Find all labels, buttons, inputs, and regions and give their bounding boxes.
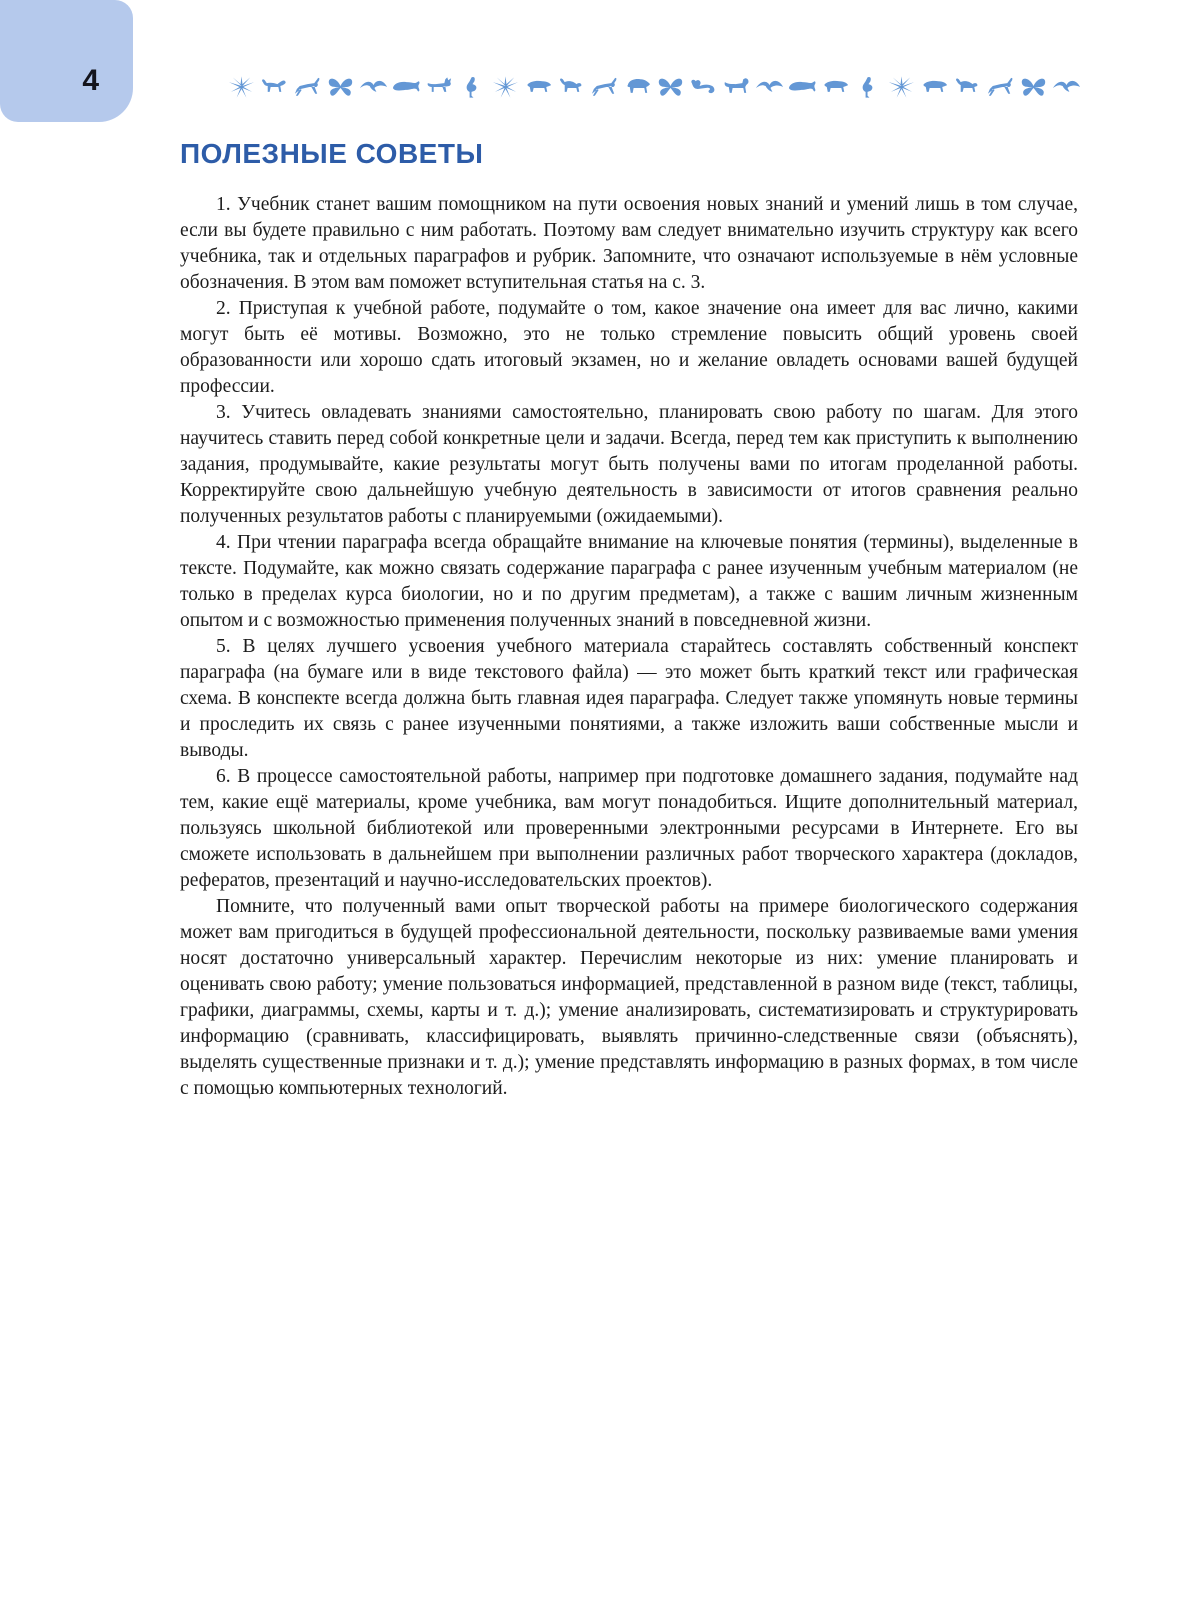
boar-icon: [820, 75, 851, 99]
page-title: ПОЛЕЗНЫЕ СОВЕТЫ: [180, 138, 484, 169]
paragraph: 6. В процессе самостоятельной работы, например при подготовке домашнего задания, подумайте над тем, какие ещё материалы, кроме учебника, вам могут понадобиться. Ищите дополнительный материал, пользуясь школьной библиотекой или проверенными электронными ресурсами в Интернете. Его вы сможете использовать в дальнейшем при выполнении различных работ творческого характера (докладов, рефератов, презентаций и научно-исследовательских проектов).: [180, 766, 1078, 891]
butterfly-icon: [1018, 75, 1049, 99]
moth-icon: [886, 75, 917, 99]
bird-flying-icon: [358, 75, 389, 99]
moth-icon: [490, 75, 521, 99]
bird-flying-icon: [1051, 75, 1082, 99]
bird-standing-icon: [853, 75, 884, 99]
paragraph: 2. Приступая к учебной работе, подумайте о том, какое значение она имеет для вас лично, какими могут быть её мотивы. Возможно, это не только стремление повысить общий уровень своей образованности или хорошо сдать итоговый экзамен, но и желание овладеть основами вашей будущей профессии.: [180, 298, 1078, 397]
boar-icon: [523, 75, 554, 99]
paragraph: 4. При чтении параграфа всегда обращайте внимание на ключевые понятия (термины), выделенные в тексте. Подумайте, как можно связать содержание параграфа с ранее изученным учебным материалом (не только в пределах курса биологии, но и по другим предметам), а также с вашим личным жизненным опытом и с возможностью применения полученных знаний в повседневной жизни.: [180, 532, 1078, 631]
cat-icon: [952, 75, 983, 99]
butterfly-icon: [325, 75, 356, 99]
bison-icon: [622, 75, 653, 99]
horse-icon: [721, 75, 752, 99]
bird-standing-icon: [457, 75, 488, 99]
animal-band: [226, 66, 1082, 108]
moose-icon: [424, 75, 455, 99]
fox-icon: [259, 75, 290, 99]
page-number-tab: [0, 0, 133, 122]
whale-icon: [391, 75, 422, 99]
page-number: 4: [82, 64, 99, 97]
paragraph: 3. Учитесь овладевать знаниями самостоятельно, планировать свою работу по шагам. Для этого научитесь ставить перед собой конкретные цели и задачи. Всегда, перед тем как приступить к выполнению задания, продумывайте, какие результаты могут быть получены вами по итогам проделанной работы. Корректируйте свою дальнейшую учебную деятельность в зависимости от итогов сравнения реально полученных результатов работы с планируемыми (ожидаемыми).: [180, 402, 1078, 527]
gazelle-icon: [985, 75, 1016, 99]
paragraph: 5. В целях лучшего усвоения учебного материала старайтесь составлять собственный конспект параграфа (на бумаге или в виде текстового файла) — это может быть краткий текст или графическая схема. В конспекте всегда должна быть главная идея параграфа. Следует также упомянуть новые термины и проследить их связь с ранее изученными понятиями, а также изложить ваши собственные мысли и выводы.: [180, 636, 1078, 761]
cat-icon: [556, 75, 587, 99]
paragraph: 1. Учебник станет вашим помощником на пути освоения новых знаний и умений лишь в том случае, если вы будете правильно с ним работать. Поэтому вам следует внимательно изучить структуру как всего учебника, так и отдельных параграфов и рубрик. Запомните, что означают используемые в нём условные обозначения. В этом вам поможет вступительная статья на с. 3.: [180, 194, 1078, 293]
butterfly-icon: [655, 75, 686, 99]
paragraph: Помните, что полученный вами опыт творческой работы на примере биологического содержания может вам пригодиться в будущей профессиональной деятельности, поскольку развиваемые вами умения носят достаточно универсальный характер. Перечислим некоторые из них: умение планировать и оценивать свою работу; умение пользоваться информацией, представленной в разном виде (текст, таблицы, графики, диаграммы, схемы, карты и т. д.); умение анализировать, систематизировать и структурировать информацию (сравнивать, классифицировать, выявлять причинно-следственные связи (объяснять), выделять существенные признаки и т. д.); умение представлять информацию в разных формах, в том числе с помощью компьютерных технологий.: [180, 896, 1078, 1099]
gazelle-icon: [589, 75, 620, 99]
bird-flying-icon: [754, 75, 785, 99]
scorpion-icon: [688, 75, 719, 99]
moth-icon: [226, 75, 257, 99]
gazelle-icon: [292, 75, 323, 99]
advice-text: [180, 192, 1078, 1102]
whale-icon: [787, 75, 818, 99]
boar-icon: [919, 75, 950, 99]
